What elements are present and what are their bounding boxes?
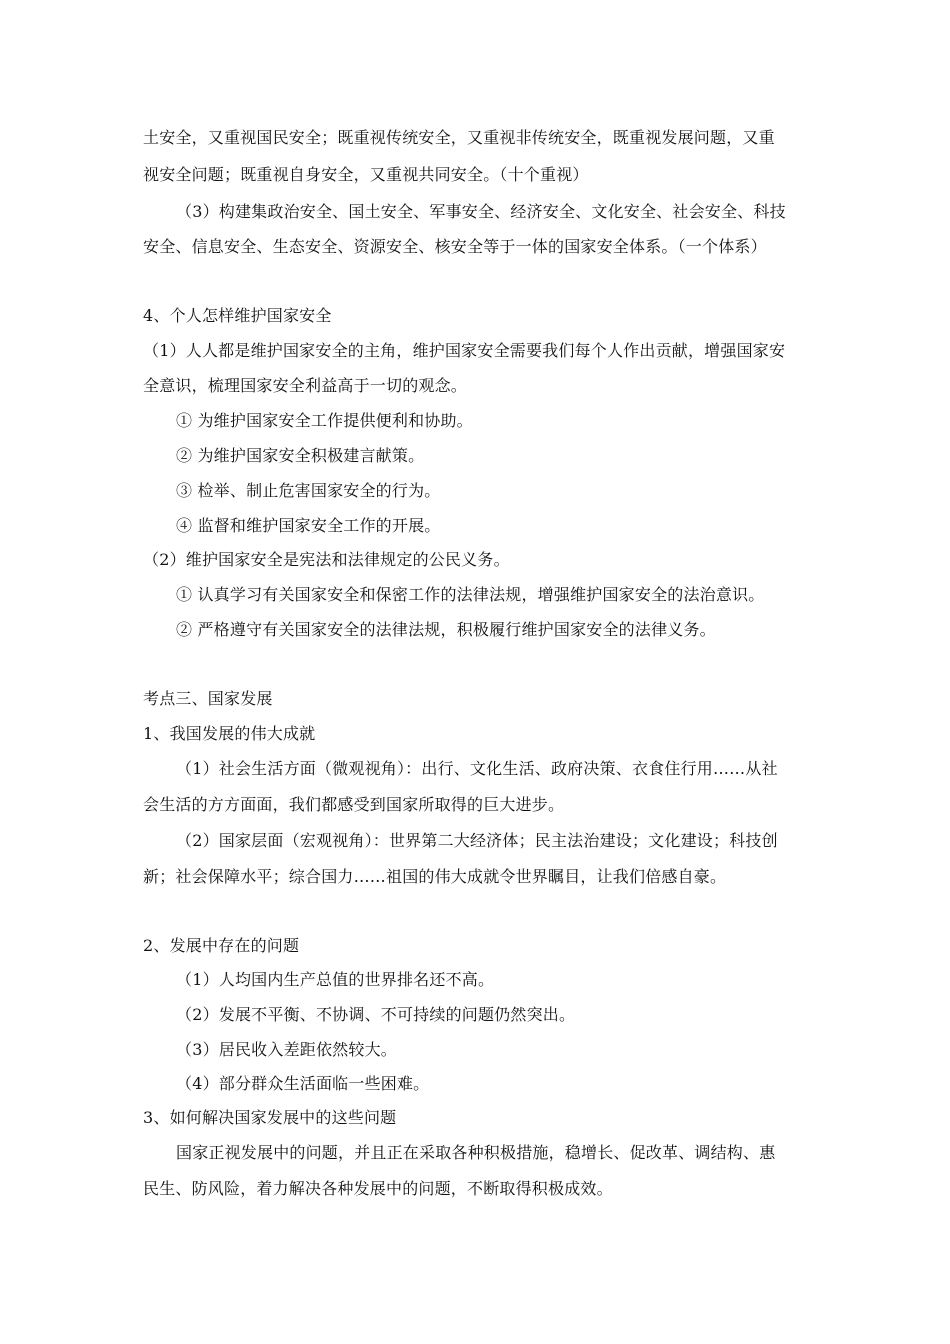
- text-line: （2）维护国家安全是宪法和法律规定的公民义务。: [143, 550, 510, 569]
- list-item: ② 严格遵守有关国家安全的法律法规，积极履行维护国家安全的法律义务。: [176, 620, 716, 639]
- text-line: 新；社会保障水平；综合国力……祖国的伟大成就令世界瞩目，让我们倍感自豪。: [143, 867, 727, 886]
- text-line: 全意识，梳理国家安全利益高于一切的观念。: [143, 376, 468, 395]
- list-item: ③ 检举、制止危害国家安全的行为。: [176, 481, 441, 500]
- text-line: （2）国家层面（宏观视角）：世界第二大经济体；民主法治建设；文化建设；科技创: [176, 831, 778, 850]
- text-line: 安全、信息安全、生态安全、资源安全、核安全等于一体的国家安全体系。（一个体系）: [143, 237, 767, 256]
- list-item: （2）发展不平衡、不协调、不可持续的问题仍然突出。: [176, 1005, 576, 1024]
- list-item: ① 为维护国家安全工作提供便利和协助。: [176, 411, 473, 430]
- text-line: （1）社会生活方面（微观视角）：出行、文化生活、政府决策、衣食住行用……从社: [176, 759, 778, 778]
- text-line: 会生活的方方面面，我们都感受到国家所取得的巨大进步。: [143, 795, 565, 814]
- text-line: 土安全，又重视国民安全；既重视传统安全，又重视非传统安全，既重视发展问题，又重: [143, 128, 775, 147]
- text-line: 国家正视发展中的问题，并且正在采取各种积极措施，稳增长、促改革、调结构、惠: [176, 1143, 776, 1162]
- section-heading: 考点三、国家发展: [143, 689, 273, 708]
- section-heading: 2、发展中存在的问题: [143, 936, 300, 955]
- text-line: （1）人人都是维护国家安全的主角，维护国家安全需要我们每个人作出贡献，增强国家安: [143, 341, 786, 360]
- list-item: ① 认真学习有关国家安全和保密工作的法律法规，增强维护国家安全的法治意识。: [176, 585, 765, 604]
- section-heading: 3、如何解决国家发展中的这些问题: [143, 1108, 397, 1127]
- list-item: ④ 监督和维护国家安全工作的开展。: [176, 516, 441, 535]
- text-line: 视安全问题；既重视自身安全，又重视共同安全。（十个重视）: [143, 165, 589, 184]
- section-heading: 1、我国发展的伟大成就: [143, 724, 316, 743]
- list-item: ② 为维护国家安全积极建言献策。: [176, 446, 425, 465]
- section-heading: 4、个人怎样维护国家安全: [143, 306, 332, 325]
- list-item: （1）人均国内生产总值的世界排名还不高。: [176, 970, 495, 989]
- text-line: （3）构建集政治安全、国土安全、军事安全、经济安全、文化安全、社会安全、科技: [176, 202, 786, 221]
- text-line: 民生、防风险，着力解决各种发展中的问题，不断取得积极成效。: [143, 1179, 613, 1198]
- list-item: （3）居民收入差距依然较大。: [176, 1040, 397, 1059]
- list-item: （4）部分群众生活面临一些困难。: [176, 1074, 430, 1093]
